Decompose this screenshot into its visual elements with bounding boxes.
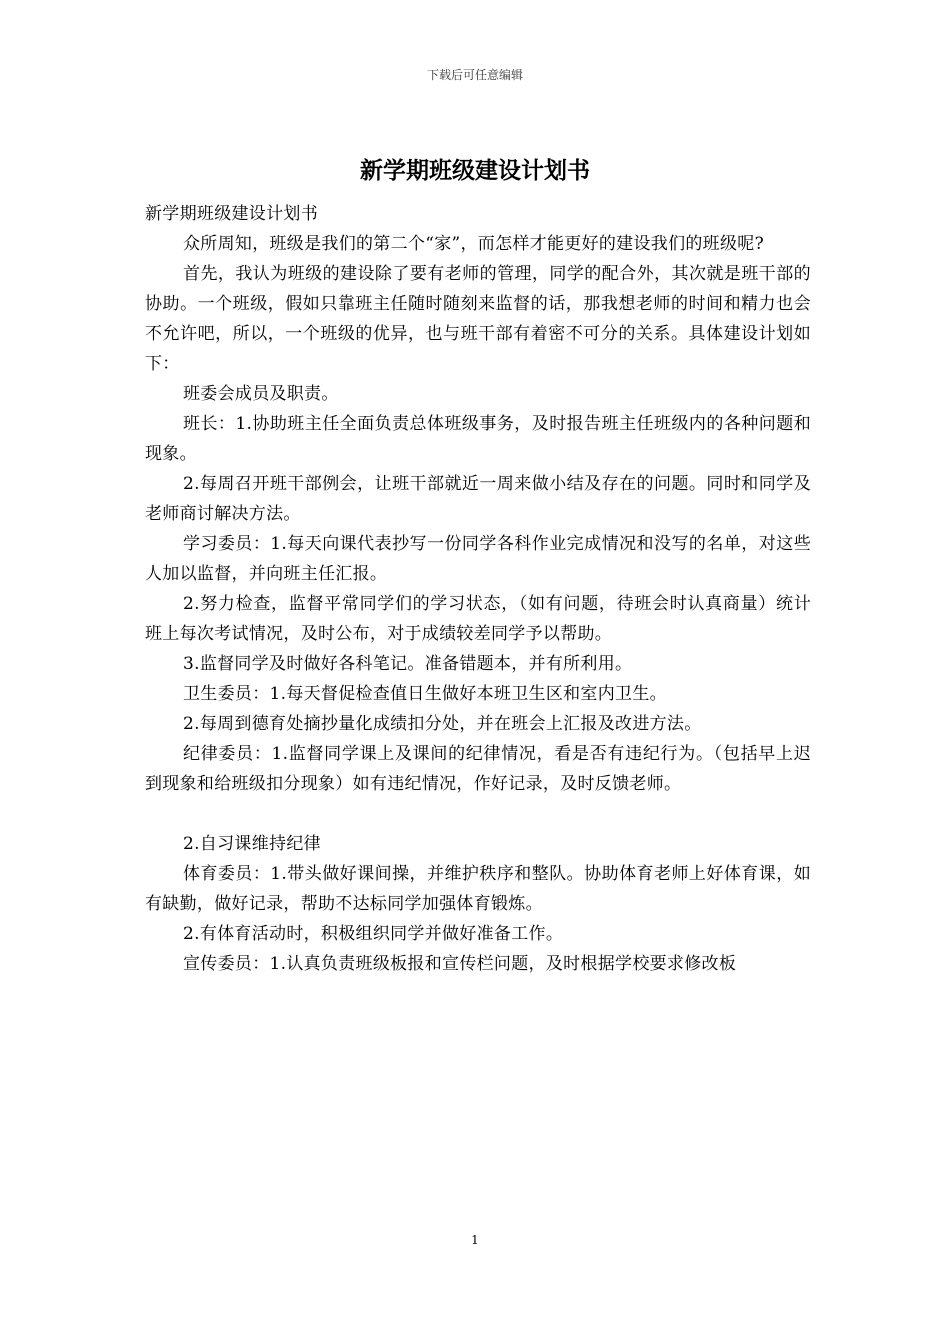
document-title: 新学期班级建设计划书 [360, 157, 590, 184]
paragraph-intro: 众所周知，班级是我们的第二个“家”，而怎样才能更好的建设我们的班级呢? [183, 234, 764, 254]
paragraph-hygiene-duty-2: 2.每周到德育处摘抄量化成绩扣分处，并在班会上汇报及改进方法。 [183, 714, 702, 734]
paragraph-discipline-duty-2: 2.自习课维持纪律 [183, 834, 321, 854]
paragraph-subtitle: 新学期班级建设计划书 [145, 204, 318, 224]
page-number: 1 [471, 1233, 479, 1247]
paragraph-discipline-duty-1: 纪律委员：1.监督同学课上及课间的纪律情况，看是否有违纪行为。（包括早上迟到现象和给班级扣分现象）如有违纪情况，作好记录，及时反馈老师。 [145, 744, 811, 794]
paragraph-sports-duty-2: 2.有体育活动时，积极组织同学并做好准备工作。 [183, 924, 564, 944]
blank-line [145, 799, 811, 829]
paragraph-overview: 首先，我认为班级的建设除了要有老师的管理，同学的配合外，其次就是班干部的协助。一个班级，假如只靠班主任随时随刻来监督的话，那我想老师的时间和精力也会不允许吧，所以，一个班级的优异，也与班干部有着密不可分的关系。具体建设计划如下： [145, 264, 811, 374]
paragraph-sports-duty-1: 体育委员：1.带头做好课间操，并维护秩序和整队。协助体育老师上好体育课，如有缺勤，做好记录，帮助不达标同学加强体育锻炼。 [145, 864, 811, 914]
page-header-note: 下载后可任意编辑 [426, 68, 523, 82]
paragraph-hygiene-duty-1: 卫生委员：1.每天督促检查值日生做好本班卫生区和室内卫生。 [183, 684, 667, 704]
paragraph-monitor-duty-2: 2.每周召开班干部例会，让班干部就近一周来做小结及存在的问题。同时和同学及老师商讨解决方法。 [145, 474, 811, 524]
paragraph-study-duty-3: 3.监督同学及时做好各科笔记。准备错题本，并有所利用。 [183, 654, 633, 674]
paragraph-study-duty-1: 学习委员：1.每天向课代表抄写一份同学各科作业完成情况和没写的名单，对这些人加以监督，并向班主任汇报。 [145, 534, 811, 584]
paragraph-committee-heading: 班委会成员及职责。 [183, 384, 339, 404]
paragraph-publicity-duty-1: 宣传委员：1.认真负责班级板报和宣传栏问题，及时根据学校要求修改板 [183, 954, 737, 974]
paragraph-study-duty-2: 2.努力检查，监督平常同学们的学习状态，（如有问题，待班会时认真商量）统计班上每次考试情况，及时公布，对于成绩较差同学予以帮助。 [145, 594, 811, 644]
paragraph-monitor-duty-1: 班长：1.协助班主任全面负责总体班级事务，及时报告班主任班级内的各种问题和现象。 [145, 414, 811, 464]
document-body [145, 199, 811, 979]
